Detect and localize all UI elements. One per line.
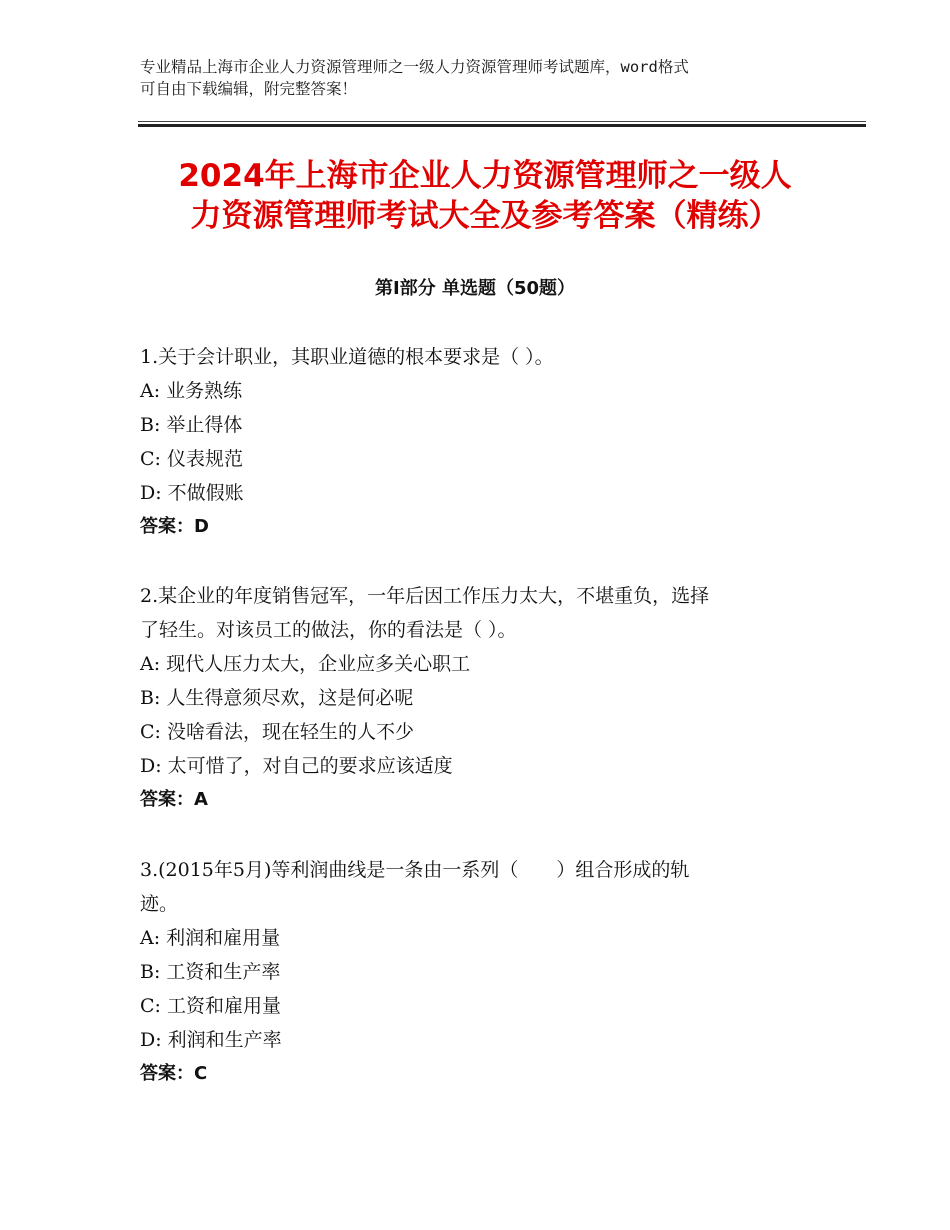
section-title: 第Ⅰ部分 单选题（50题）: [374, 278, 575, 299]
option-b: B: 工资和生产率: [140, 961, 281, 983]
answer: 答案：A: [140, 789, 208, 810]
document-title-line-1: 2024年上海市企业人力资源管理师之一级人: [178, 158, 792, 194]
header-note: [140, 56, 820, 100]
question-stem: 3.(2015年5月)等利润曲线是一条由一系列（ ）组合形成的轨: [140, 859, 690, 881]
question-stem: 1.关于会计职业，其职业道德的根本要求是（ ）。: [140, 346, 554, 368]
question-stem: 2.某企业的年度销售冠军，一年后因工作压力太大，不堪重负，选择: [140, 585, 710, 607]
header-note-line-1: 专业精品上海市企业人力资源管理师之一级人力资源管理师考试题库，word格式: [140, 58, 689, 76]
answer: 答案：D: [140, 516, 209, 537]
document-title-line-2: 力资源管理师考试大全及参考答案（精练）: [190, 198, 780, 234]
header-note-line-2: 可自由下载编辑，附完整答案！: [140, 80, 358, 98]
question-stem-continued: 了轻生。对该员工的做法，你的看法是（ ）。: [140, 619, 517, 641]
option-a: A: 利润和雇用量: [140, 927, 281, 949]
question-2: [140, 579, 840, 817]
option-c: C: 仪表规范: [140, 448, 243, 470]
header-rule-thick: [138, 124, 866, 127]
header-rule-thin: [138, 121, 866, 122]
option-d: D: 不做假账: [140, 482, 244, 504]
option-d: D: 利润和生产率: [140, 1029, 282, 1051]
question-stem-continued: 迹。: [140, 893, 179, 915]
option-a: A: 业务熟练: [140, 380, 243, 402]
document-title: [140, 156, 830, 236]
option-a: A: 现代人压力太大，企业应多关心职工: [140, 653, 471, 675]
option-c: C: 没啥看法，现在轻生的人不少: [140, 721, 414, 743]
answer: 答案：C: [140, 1063, 208, 1084]
option-c: C: 工资和雇用量: [140, 995, 281, 1017]
option-b: B: 举止得体: [140, 414, 243, 436]
question-1: [140, 340, 840, 544]
question-3: [140, 853, 840, 1091]
option-b: B: 人生得意须尽欢，这是何必呢: [140, 687, 414, 709]
option-d: D: 太可惜了，对自己的要求应该适度: [140, 755, 453, 777]
